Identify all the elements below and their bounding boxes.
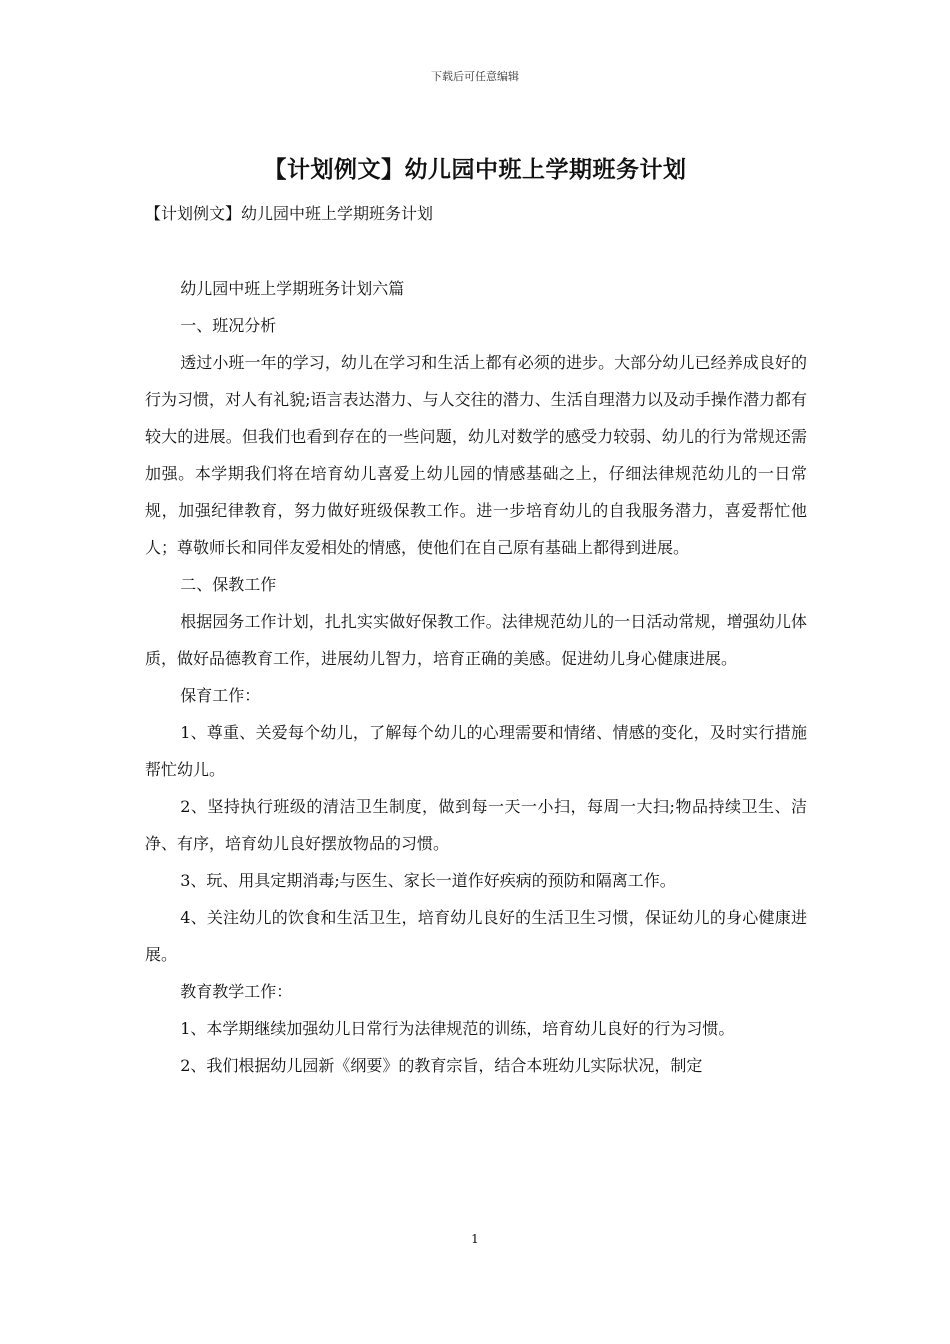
- paragraph-class-analysis: 透过小班一年的学习，幼儿在学习和生活上都有必须的进步。大部分幼儿已经养成良好的行为习惯，对人有礼貌;语言表达潜力、与人交往的潜力、生活自理潜力以及动手操作潜力都有较大的进展。但我们也看到存在的一些问题，幼儿对数学的感受力较弱、幼儿的行为常规还需加强。本学期我们将在培育幼儿喜爱上幼儿园的情感基础之上，仔细法律规范幼儿的一日常规，加强纪律教育，努力做好班级保教工作。进一步培育幼儿的自我服务潜力，喜爱帮忙他人；尊敬师长和同伴友爱相处的情感，使他们在自己原有基础上都得到进展。: [145, 353, 807, 557]
- list-item-teaching-1: 1、本学期继续加强幼儿日常行为法律规范的训练，培育幼儿良好的行为习惯。: [180, 1019, 735, 1038]
- header-note: 下载后可任意编辑: [431, 70, 519, 83]
- list-item-care-3: 3、玩、用具定期消毒;与医生、家长一道作好疾病的预防和隔离工作。: [180, 871, 676, 890]
- section-heading-class-analysis: 一、班况分析: [180, 316, 277, 335]
- subheading-teaching-work: 教育教学工作：: [180, 982, 293, 1001]
- paragraph-intro: 幼儿园中班上学期班务计划六篇: [180, 279, 405, 298]
- list-item-care-1: 1、尊重、关爱每个幼儿，了解每个幼儿的心理需要和情绪、情感的变化，及时实行措施帮忙幼儿。: [145, 723, 807, 779]
- document-body: [145, 270, 807, 1084]
- list-item-care-2: 2、坚持执行班级的清洁卫生制度，做到每一天一小扫，每周一大扫;物品持续卫生、洁净、有序，培育幼儿良好摆放物品的习惯。: [145, 797, 807, 853]
- list-item-care-4: 4、关注幼儿的饮食和生活卫生，培育幼儿良好的生活卫生习惯，保证幼儿的身心健康进展。: [145, 908, 807, 964]
- document-subtitle: 【计划例文】幼儿园中班上学期班务计划: [145, 204, 434, 223]
- list-item-teaching-2: 2、我们根据幼儿园新《纲要》的教育宗旨，结合本班幼儿实际状况，制定: [180, 1056, 703, 1075]
- section-heading-care-education: 二、保教工作: [180, 575, 277, 594]
- document-title: 【计划例文】幼儿园中班上学期班务计划: [263, 156, 687, 183]
- subheading-care-work: 保育工作：: [180, 686, 261, 705]
- paragraph-care-education: 根据园务工作计划，扎扎实实做好保教工作。法律规范幼儿的一日活动常规，增强幼儿体质，做好品德教育工作，进展幼儿智力，培育正确的美感。促进幼儿身心健康进展。: [145, 612, 807, 668]
- page-number: 1: [471, 1232, 479, 1246]
